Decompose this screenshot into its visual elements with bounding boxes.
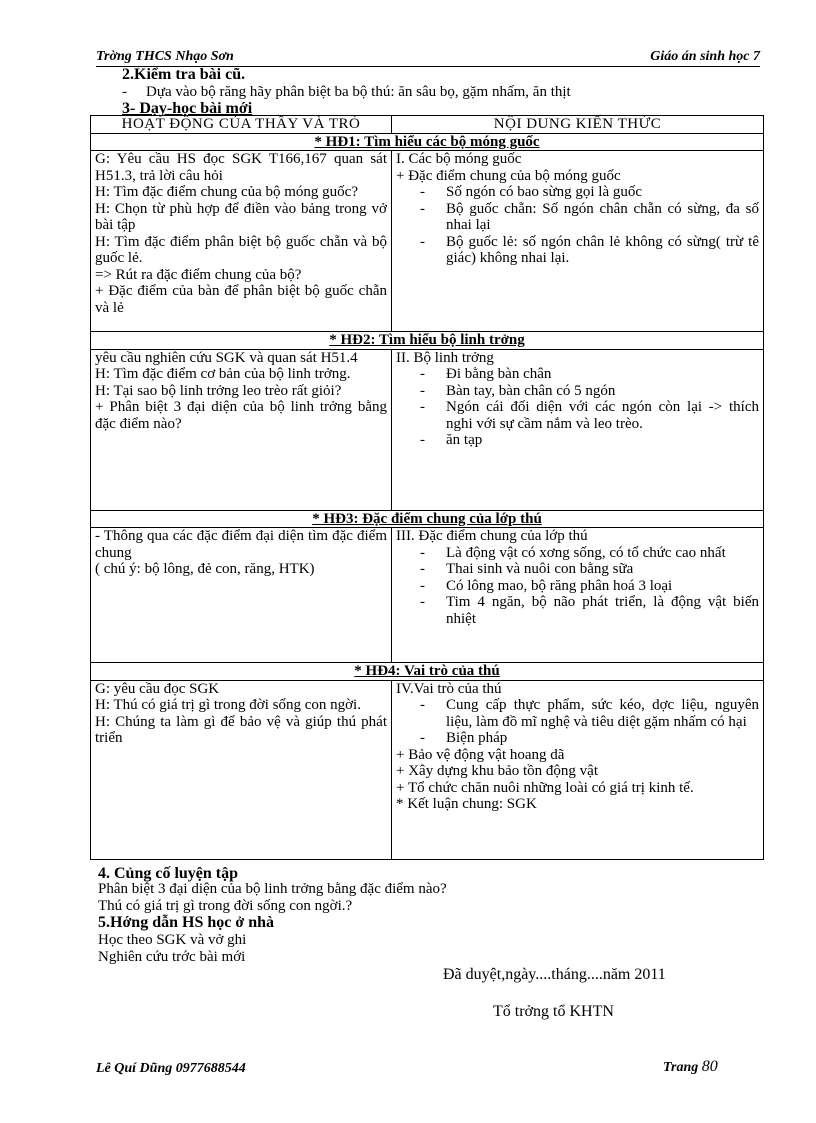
content-bullet: - Bàn tay, bàn chân có 5 ngón [396,383,759,400]
content-line: + Xây dựng khu bảo tồn động vật [396,763,598,779]
content-bullet: - Tim 4 ngăn, bộ não phát triển, là động vật biến nhiệt [396,594,759,627]
activity-line: - Thông qua các đặc điểm đại diện tìm đặc điểm chung [95,528,387,561]
homework-line: Nghiên cứu trớc bài mới [98,949,246,965]
approval-date: Đã duyệt,ngày....tháng....năm 2011 [443,966,666,983]
activity-line: H: Tìm đặc điểm chung của bộ móng guốc? [95,184,358,200]
activity-cell [91,349,392,510]
column-header-activities: HOẠT ĐỘNG CỦA THẦY VÀ TRÒ [91,116,392,134]
activity-line: G: Yêu cầu HS đọc SGK T166,167 quan sát H51.3, trả lời câu hỏi [95,151,387,184]
content-bullet: - Bộ guốc lẻ: số ngón chân lẻ không có sừng( trừ tê giác) không nhai lại. [396,234,759,267]
section-heading: * HĐ2: Tìm hiểu bộ linh trởng [91,332,764,350]
content-bullet: - Thai sinh và nuôi con bằng sữa [396,561,759,578]
footer-author: Lê Quí Dũng 0977688544 [96,1061,246,1076]
section-body-row [91,528,764,663]
content-bullet-list [396,184,759,267]
approval-signer: Tổ trởng tổ KHTN [493,1003,614,1020]
activity-cell [91,528,392,663]
lesson-table [90,115,764,860]
school-name: Trờng THCS Nhạo Sơn [96,49,234,64]
content-cell [392,151,764,332]
content-heading-line: II. Bộ linh trởng [396,349,494,366]
activity-line: H: Chọn từ phù hợp để điền vào bảng trong vở bài tập [95,200,387,233]
content-line: + Bảo vệ động vật hoang dã [396,746,565,763]
content-cell [392,680,764,859]
activity-line: + Đặc điểm của bàn để phân biệt bộ guốc chẵn và lẻ [95,283,387,316]
activity-line: + Phân biệt 3 đại diện của bộ linh trởng bằng đặc điểm nào? [95,399,387,432]
consolidate-line: Thú có giá trị gì trong đời sống con ngời.? [98,898,353,914]
content-cell [392,349,764,510]
table-header-row [91,116,764,134]
activity-line: H: Tìm đặc điểm phân biệt bộ guốc chẵn và bộ guốc lẻ. [95,233,387,266]
section-heading-row [91,133,764,151]
content-bullet: - Ngón cái đối diện với các ngón còn lại -> thích nghi với sự cầm nắm và leo trèo. [396,399,759,432]
content-bullet-list [396,697,759,747]
content-bullet: - ăn tạp [396,432,759,449]
page-header [96,48,760,67]
section-body-row [91,151,764,332]
activity-line: H: Tìm đặc điểm cơ bản của bộ linh trởng. [95,366,351,382]
check-question-dash: - [122,84,127,100]
content-bullet: - Là động vật có xơng sống, có tổ chức cao nhất [396,545,759,562]
section-body-row [91,349,764,510]
activity-cell [91,151,392,332]
content-bullet-list [396,545,759,628]
content-bullet: - Có lông mao, bộ răng phân hoá 3 loại [396,578,759,595]
document-title: Giáo án sinh học 7 [650,49,760,64]
activity-line: H: Chúng ta làm gì để bảo vệ và giúp thú phát triển [95,713,387,746]
consolidate-line: Phân biệt 3 đại diện của bộ linh trởng bằng đặc điểm nào? [98,881,447,897]
section-heading-row [91,332,764,350]
section-5-title: 5.Hớng dẫn HS học ở nhà [98,914,274,931]
content-heading-line: + Đặc điểm chung của bộ móng guốc [396,167,621,184]
content-line: * Kết luận chung: SGK [396,796,537,812]
content-bullet: - Số ngón có bao sừng gọi là guốc [396,184,759,201]
activity-line: G: yêu cầu đọc SGK [95,680,220,697]
content-cell [392,528,764,663]
section-4-title: 4. Củng cố luyện tập [98,865,239,882]
section-2-title: 2.Kiểm tra bài cũ. [122,66,246,83]
footer-page-number: 80 [701,1058,718,1075]
activity-line: H: Tại sao bộ linh trởng leo trèo rất giỏi? [95,382,342,399]
section-heading-row [91,510,764,528]
content-bullet: - Biện pháp [396,730,759,747]
content-bullet: - Bộ guốc chẵn: Số ngón chân chẵn có sừng, đa số nhai lại [396,201,759,234]
section-body-row [91,680,764,859]
section-3-title: 3- Dạy-học bài mới [122,100,253,117]
content-bullet-list [396,366,759,449]
homework-line: Học theo SGK và vở ghi [98,932,247,948]
footer-page-label: Trang [663,1060,699,1075]
content-heading-line: IV.Vai trò của thú [396,680,502,697]
activity-line: yêu cầu nghiên cứu SGK và quan sát H51.4 [95,349,358,366]
content-bullet: - Đi bằng bàn chân [396,366,759,383]
column-header-content: NỘI DUNG KIẾN THỨC [392,116,764,134]
section-heading-row [91,663,764,681]
activity-line: => Rút ra đặc điểm chung của bộ? [95,266,302,283]
activity-line: H: Thú có giá trị gì trong đời sống con ngời. [95,697,361,713]
activity-cell [91,680,392,859]
footer-page [663,1058,718,1076]
check-question: Dựa vào bộ răng hãy phân biệt ba bộ thú: ăn sâu bọ, gặm nhấm, ăn thịt [146,84,571,100]
content-bullet: - Cung cấp thực phẩm, sức kéo, dợc liệu, nguyên liệu, làm đồ mĩ nghệ và tiêu diệt gặm nhấm có hại [396,697,759,730]
section-heading: * HĐ1: Tìm hiểu các bộ móng guốc [91,133,764,151]
content-heading-line: III. Đặc điểm chung của lớp thú [396,528,588,544]
section-heading: * HĐ3: Đặc điểm chung của lớp thú [91,510,764,528]
content-line: + Tổ chức chăn nuôi những loài có giá trị kinh tế. [396,779,694,796]
content-heading-line: I. Các bộ móng guốc [396,151,522,167]
activity-line: ( chú ý: bộ lông, đẻ con, răng, HTK) [95,561,315,577]
section-heading: * HĐ4: Vai trò của thú [91,663,764,681]
